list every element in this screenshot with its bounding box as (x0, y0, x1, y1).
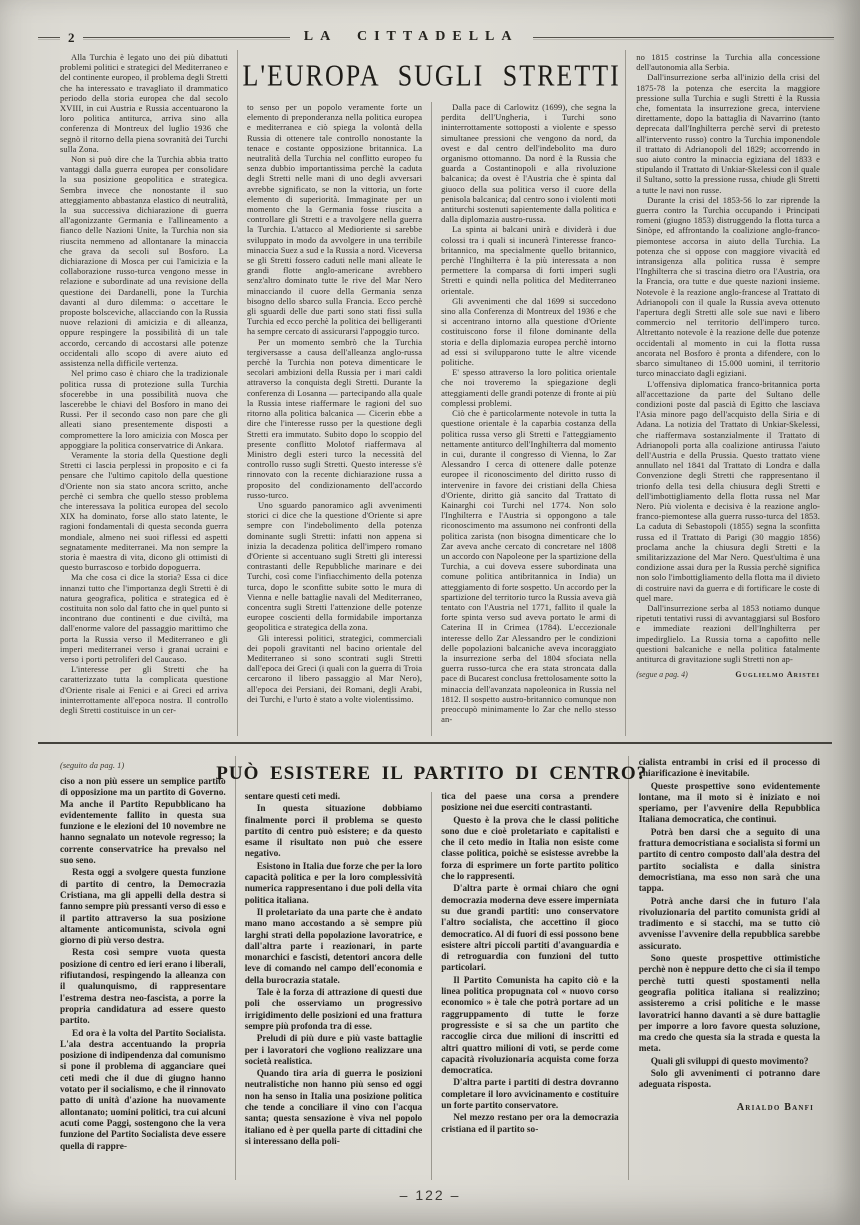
continued-from-note: (seguito da pag. 1) (60, 760, 125, 770)
top-article-column-left (58, 50, 238, 736)
bottom-article-headline: PUÒ ESISTERE IL PARTITO DI CENTRO? (216, 763, 648, 784)
paragraph: Veramente la storia della Questione degli Stretti ci lascia perplessi in proposito e ci fa pensare che l'ultimo capitolo della questione d'Oriente non sia stato ancora scritto, anche perchè ci sembra che quello stesso problema che interessava la politica europea del secolo XIX ha dominato, forse allo stato latente, le ragioni fondamentali di questa seconda guerra mondiale, almeno nei suoi riflessi ed aspetti segnatamente mediterranei. Ma non sempre la storia è maestra di vita, dicono gli ottimisti di questo burrascoso e torbido dopoguerra. (60, 449, 228, 573)
paragraph: Nel mezzo restano per ora la democrazia cristiana ed il partito so- (441, 1113, 619, 1135)
paragraph: sentare questi ceti medi. (244, 792, 341, 802)
paragraph: Il Partito Comunista ha capito ciò e la linea politica propugnata col « nuovo corso economico » è tale che potrà portare ad un raggruppamento di tutte le forze progressiste e si sa che un partito che raccoglie circa due milioni di inscritti ed altri quattro milioni di voti, se perde come capacità rivoluzionaria acquista come forza democratica. (441, 975, 619, 1077)
paragraph: L'interesse per gli Stretti che ha caratterizzato tutta la complicata questione d'Oriente risale ai Fenici e ai Greci ed arriva ininterrottamente all'epoca nostra. Il controllo degli Stretti costituisce in un cer- (60, 664, 228, 715)
paragraph: Queste prospettive sono evidentemente lontane, ma il moto si è iniziato e noi speriamo, per l'avvenire della Repubblica Italiana democratica, che continui. (638, 781, 820, 826)
top-article-headline: L'EUROPA SUGLI STRETTI (242, 58, 621, 93)
paragraph: Alla Turchia è legato uno dei più dibattuti problemi politici e strategici del Mediterraneo e del continente europeo, il problema degli Stretti che ha interessato e travagliato il drammatico periodo della storia europea che dal secolo XVIII, in cui Austria e Russia accentuarono la loro politica antiturca, arriva sino alla conferenza di Montreux del luglio 1936 che segnò il ritorno della piena sovranità dei Turchi sulla Zona. (60, 52, 228, 154)
paragraph: Tale è la forza di attrazione di questi due poli che osserviamo un progressivo irrigidimento delle posizioni ed una frattura sempre più profonda tra di esse. (244, 988, 423, 1032)
header-rule-left (38, 37, 60, 38)
paragraph: D'altra parte i partiti di destra dovranno completare il loro avvicinamento e costituire un forte partito conservatore. (441, 1078, 619, 1112)
paragraph: Per un momento sembrò che la Turchia tergiversasse a causa dell'alleanza anglo-russa perchè la Turchia non poteva dimenticare le secolari ambizioni della Russia per i mari caldi attraverso la conquista degli Stretti. Durante la conferenza di Losanna — partecipando alla quale la Russia intese riaffermare le ragioni del suo ritorno alla politica balcanica — Cicerin ebbe a dire che l'interesse russo per la questione degli Stretti era immutato. Subito dopo lo scoppio del presente conflitto Molotof riaffermava al Ministro degli esteri turco la necessità del controllo russo sugli Stretti. Questo interesse s'è rinnovato con la recente dichiarazione russa a proposito del condizionamento dell'accordo russo-turco. (246, 336, 423, 500)
paragraph: tica del paese una corsa a prendere posizione nei due eserciti contrastanti. (441, 792, 619, 814)
paragraph: Resta così sempre vuota questa posizione di centro ed ieri erano i liberali, rifiutandosi, respingendo la alleanza con il qualunquismo, di rappresentare l'estrema destra neo-fascista, a porre la propria candidatura ad essere questo partito. (60, 948, 226, 1027)
top-article-center (238, 50, 626, 736)
top-article (58, 50, 820, 736)
top-article-byline: Guglielmo Aristei (735, 670, 820, 680)
top-article-center-columns (238, 102, 625, 736)
paragraph: La spinta ai balcani unirà e dividerà i due colossi tra i quali si incunerà l'interesse franco-britannico, ma specialmente quello britannico, perchè l'Inghilterra è la più interessata a non permettere la comparsa di forti imperi sugli Stretti e quindi nella politica del Mediterraneo orientale. (441, 224, 617, 296)
page-header (38, 30, 834, 44)
bottom-article (58, 756, 820, 1180)
page-number: 2 (68, 29, 75, 45)
continuation-note: (segue a pag. 4) (636, 670, 688, 680)
paragraph: Dall'insurrezione serba all'inizio della crisi del 1875-78 la potenza che esercita la maggiore pressione sulla Turchia e sugli Stretti è la Russia che, fomentata la insurrezione greca, interviene direttamente, dopo la battaglia di Navarrino (tanto deprecata dall'Inghilterra perchè servì di pretesto all'intervento russo) contro la Turchia imponendole il trattato di Adrianopoli del 1829; accorrendo in suo aiuto contro la minaccia egiziana del 1833 e stipulando il Trattato di Unkiar-Skelessi con il quale il Sultano, sotto la pressione russa, chiude gli Stretti a tutte le navi non russe. (636, 72, 820, 195)
paragraph: Non si può dire che la Turchia abbia tratto vantaggi dalla guerra europea per consolidare la sua posizione geopolitica e strategica. Sembra invece che nonostante il suo atteggiamento abbastanza elastico di neutralità, la sua successiva dichiarazione di guerra all'agonizzante Germania e l'allineamento a fianco delle Nazioni Unite, la Turchia non sia riuscita nemmeno ad allontanare la minaccia che grava da secoli sul Bosforo. La dichiarazione di Mosca per cui l'amicizia e la collaborazione russo-turca vengono messe in relazione e subordinate ad una revisione della questione dei Dardanelli, pone la Turchia davanti al duro dilemma: o accettare le proposte bolsceviche, allacciando con la Russia nuove relazioni di amicizia e di alleanza, oppure respingere la possibilità di un tale accordo, cercando di accostarsi alle potenze occidentali allo scopo di avere aiuto ed assistenza nella difficile vertenza. (60, 154, 228, 369)
top-article-endline (636, 670, 820, 679)
paragraph: Ed ora è la volta del Partito Socialista. L'ala destra accentuando la propria posizione di indipendenza dal comunismo si pone il problema di agganciare quei ceti medi che il due di giugno hanno votato per il socialismo, e che il rinnovato patto di unità d'azione ha nuovamente allontanato; uomini politici, tra cui alcuni acuti come Paggi, sostengono che la vera funzione del Partito Socialista deve essere quella di rappre- (60, 1028, 226, 1152)
paragraph: L'offensiva diplomatica franco-britannica porta all'accettazione da parte del Sultano delle condizioni poste dal pascià di Egitto che lasciava l'Asia minore pago dell'acquisto della Siria e di Adana. La notizia del Trattato di Unkiar-Skelessi, che riaffermava sostanzialmente il Trattato di Adrianopoli porta alla coalizione antirussa l'aiuto dell'Austria e della Prussia. Questo trattato viene annullato nel 1841 dal Trattato di Londra e dalla Convenzione degli Stretti che rappresentano il trionfo della tesi della chiusura degli Stretti e dell'imbottigliamento della flotta russa nel Mar Nero. Più violenta e decisiva è la reazione anglo-franco-piemontese alla guerra russo-turca del 1853. La caduta di Sebastopoli (1855) segna la sconfitta russa ed il Trattato di Parigi (30 maggio 1856) proclama anche la chiusura degli Stretti e la smilitarizzazione del Mar Nero. Quest'ultima è una condizione assai dura per la Russia perchè significa non solo l'imbottigliamento della flotta ma il divieto di costruire navi da guerra e di fortificare le coste di quel mare. (636, 378, 820, 603)
paragraph: Esistono in Italia due forze che per la loro capacità politica e per la loro complessività numerica rappresentano i due poli della vita politica italiana. (244, 861, 423, 906)
paragraph: Dall'insurrezione serba al 1853 notiamo dunque ripetuti tentativi russi di avvantaggiarsi sul Bosforo e immediate reazioni dell'Inghilterra per impedirglielo. La Russia torna a capofitto nelle questioni balcaniche e nella politica fatalmente antiturca di gravitazione sugli Stretti non ap- (636, 602, 820, 664)
paragraph: no 1815 costrinse la Turchia alla concessione dell'autonomia alla Serbia. (636, 52, 820, 73)
paragraph: cialista entrambi in crisi ed il processo di chiarificazione è inevitabile. (638, 758, 820, 780)
masthead-title: LA CITTADELLA (303, 29, 519, 44)
bottom-article-column-left-text (60, 777, 226, 1153)
paragraph: Quando tira aria di guerra le posizioni neutralistiche non hanno più senso ed oggi non ha senso in Italia una posizione politica che tende a conciliare il vino con l'acqua santa; questa sensazione è viva nel popolo italiano ed è per quella parte di cittadini che si interessano della poli- (244, 1069, 423, 1147)
bottom-article-column-mid-right (432, 792, 628, 1180)
paragraph: Ciò che è particolarmente notevole in tutta la questione orientale è la caparbia costanza della politica russa verso gli Stretti e l'atteggiamento nettamente antiturco dell'Inghilterra dal momento in cui, durante il congresso di Vienna, lo Zar Alessandro I cerca di ottenere dalle potenze europee il riconoscimento del diritto russo di intervenire in favore dei cristiani della Chiesa d'Oriente, diritto già sancito dal Trattato di Kainarghi coi Turchi nel 1774. Non solo l'Inghilterra e l'Austria si oppongono a tale riconoscimento ma assumono nei confronti della politica zarista (non bisogna dimenticare che lo Zar aveva anche cercato di concretare nel 1808 un accordo con Napoleone per la spartizione della Turchia, a cui doveva essere subordinata una comune politica antibritannica in India) un atteggiamento di forte sospetto. Un accordo per la spartizione del territorio turco la Russia aveva già tentato con l'Austria nel 1771, fallito il quale la forte spinta verso sud aveva portato le armi di Caterina II in Crimea (1784). L'eccezionale interesse dello Zar Alessandro per le condizioni delle popolazioni balcaniche aveva incoraggiato la insurrezione serba del 1804 sfociata nella guerra russo-turca che era stata stroncata dalla pace di Bucarest conclusa frettolosamente sotto la minaccia dell'avanzata napoleonica in Russia nel 1812. Il sospetto austro-britannico comunque non preoccupò minimamente lo Zar che nello stesso an- (441, 408, 617, 725)
paragraph: Quali gli sviluppi di questo movimento? (650, 1056, 809, 1067)
bottom-article-column-right-text (639, 758, 820, 1093)
paragraph: Questo è la prova che le classi politiche sono due e cioè proletariato e capitalisti e che il ceto medio in Italia non esiste come classe politica, poichè se esistesse avrebbe la forza di esprimere un forte partito politico che lo rappresenti. (441, 815, 619, 883)
bottom-article-byline: Arialdo Banfi (736, 1101, 814, 1113)
paragraph: Durante la crisi del 1853-56 lo zar riprende la guerra contro la Turchia occupando i Principati romeni (giugno 1853) distruggendo la flotta turca a Sinòpe, ed affrontando la coalizione anglo-franco-piemontese accorsa in aiuto della Turchia. La potenza che si oppose con maggiore vivacità ed intransigenza alla politica russa è sempre l'Inghilterra che si trascina dietro ora l'Austria, ora la Francia, ora tutte e due queste nazioni insieme. Notevole è la reazione anglo-francese al Trattato di Adrianopoli con il quale la Russia aveva ottenuto l'apertura degli Stretti alle sole sue navi e libero commercio nel territorio dell'impero turco. Altrettanto notevole è la reazione delle due potenze occidentali al momento in cui la flotta russa ancorata nel Bosforo è pronta a difendere, con lo sbarco simultaneo di 15.000 uomini, il territorio turco minacciato dagli egiziani. (636, 194, 820, 379)
paragraph: Sono queste prospettive ottimistiche perchè non è neppure detto che ci sia il tempo perchè tutti questi spostamenti nella geografia politica italiana si realizzino; assisteremo a crisi politiche e le masse lavoratrici hanno davanti a sè dure battaglie per imporre a loro favore questa soluzione, ma credo che questa sia la strada e questa la meta. (638, 954, 820, 1055)
paragraph: Nel primo caso è chiaro che la tradizionale politica russa di protezione sulla Turchia sfocerebbe in una possibilità nuova che lascerebbe le chiavi del Bosforo in mano dei Russi. Per il secondo caso non pare che gli alleati siano presentemente disposti a compromettere la loro amicizia con Mosca per appoggiare la politica conservatrice di Ankara. (60, 368, 228, 450)
paragraph: Resta oggi a svolgere questa funzione di partito di centro, la Democrazia Cristiana, ma gli appelli della destra si fanno sempre più pressanti verso di esso e il partito attraverso la sua posizione altamente anticomunista, scivola ogni giorno di più verso destra. (60, 868, 226, 947)
paragraph: Potrà anche darsi che in futuro l'ala rivoluzionaria del partito comunista gridi al tradimento e si stacchi, ma se tutto ciò avvenisse l'avvenire della repubblica sarebbe assicurato. (638, 896, 820, 952)
top-article-column-right-text (636, 52, 820, 664)
paragraph: D'altra parte è ormai chiaro che ogni democrazia moderna deve essere imperniata su due grandi partiti: uno conservatore l'altro socialista, che accettino il gioco democratico. Al di fuori di essi possono bene esistere altri piccoli partiti d'avanguardia e di retroguardia con funzioni del tutto particolari. (441, 884, 619, 974)
paragraph: E' spesso attraverso la loro politica orientale che noi troveremo la spiegazione degli atteggiamenti delle grandi potenze di fronte ai più complessi problemi. (441, 367, 617, 408)
paragraph: Dalla pace di Carlowitz (1699), che segna la perdita dell'Ungheria, i Turchi sono ininterrottamente sottoposti a violente e spesso simultanee pressioni che vengono da nord, da ovest e dal centro dell'indebolito ma duro organismo ottomanno. Da nord è la Russia che guarda a Costantinopoli e alla rivoluzione balcanica; da ovest è l'Austria che è spinta dal giuoco della sua politica verso il cuore della penisola balcanica; dal centro sono i violenti moti antiturchi sostenuti sapientemente dalla politica e dalla diplomazia austro-russa. (441, 102, 617, 225)
paragraph: Il proletariato da una parte che è andato mano mano accostando a sè sempre più larghi strati della popolazione lavoratrice, e dall'altra parte i reazionari, in parte monarchici e fascisti, detentori ancora delle leve di comando nel campo dell'economia e della burocrazia statale. (244, 907, 423, 986)
paragraph: Solo gli avvenimenti ci potranno dare adeguata risposta. (638, 1069, 820, 1091)
page-folio: – 122 – (399, 1187, 461, 1203)
paragraph: ciso a non più essere un semplice partito di opposizione ma un partito di Governo. Ma anche il Partito Repubblicano ha evidentemente fallito in questa sua funzione e le elezioni del 10 novembre ne hanno segnalato un notevole regresso; la corrente conservatrice ha prevalso nel suo seno. (60, 777, 226, 867)
paragraph: Ma che cosa ci dice la storia? Essa ci dice innanzi tutto che l'importanza degli Stretti è di natura geografica, politica e strategica ed è costituita non solo dal fatto che in quel punto si incontrano due continenti e due civiltà, ma dall'enorme valore del passaggio marittimo che porta la Russia verso il Mediterraneo e gli imperi mediterranei verso i granai ucraini e verso i porti petroliferi del Caucaso. (60, 572, 228, 664)
paragraph: Gli avvenimenti che dal 1699 si succedono sino alla Conferenza di Montreux del 1936 e che si accentrano intorno alla questione d'Oriente costituiscono forse il filone dominante della storia e della diplomazia europea perchè intorno ad essi si svilupparono tutte le altre vicende politiche. (441, 295, 617, 368)
header-rule-right (533, 37, 835, 38)
bottom-article-center-columns (236, 792, 628, 1180)
paragraph: Potrà ben darsi che a seguito di una frattura democristiana e socialista si formi un partito di centro composto dall'ala destra del partito socialista e dalla sinistra democristiana, ma esso non sarà che una tappa. (638, 827, 820, 895)
bottom-article-column-left (58, 756, 236, 1180)
bottom-article-column-mid-left (236, 792, 433, 1180)
top-article-column-mid-left (238, 102, 432, 736)
paragraph: Gli interessi politici, strategici, commerciali dei popoli gravitanti nel bacino orientale del Mediterraneo si sono scontrati sugli Stretti dall'epoca dei Greci (i quali con la guerra di Troia cercarono il libero passaggio al Mar Nero), all'epoca dei Persiani, dei Romani, degli Arabi, dei Turchi, e l'urto è stato a volte violentissimo. (246, 632, 423, 704)
paragraph: In questa situazione dobbiamo finalmente porci il problema se questo partito di centro può esistere; e da questo esame il risultato non può che essere negativo. (244, 804, 423, 860)
top-article-column-mid-right (432, 102, 625, 736)
paragraph: Preludi di più dure e più vaste battaglie per i lavoratori che vogliono realizzare una società realistica. (244, 1034, 423, 1067)
bottom-article-column-right (629, 756, 820, 1180)
top-article-column-right (626, 50, 820, 736)
paragraph: Uno sguardo panoramico agli avvenimenti storici ci dice che la questione d'Oriente si apre sempre con l'indebolimento della potenza dominante sugli Stretti: infatti non appena si inizia la decadenza politica dell'impero romano d'Oriente si accentuano sugli Stretti gli interessi contrastanti delle Repubbliche marinare e dei Turchi, così come l'infiacchimento della potenza turca, dopo le sconfitte subite sotto le mura di Vienna e nelle battaglie navali del Mediterraneo, concentra sugli Stretti l'attenzione delle potenze europee coscienti della formidabile importanza geopolitica e strategica della zona. (246, 499, 423, 633)
bottom-article-center (216, 756, 648, 1180)
header-rule-mid (83, 37, 290, 38)
section-divider-rule (38, 742, 832, 744)
paragraph: to senso per un popolo veramente forte un elemento di preponderanza nella politica europea e mediterranea e ciò spiega la volontà della Russia di ottenere tale controllo nonostante la tenace e costante opposizione britannica. La neutralità della Turchia nel conflitto europeo fu senza dubbio importantissima perchè la caduta degli Stretti nelle mani di uno degli avversari avrebbe significato, se non la vittoria, un forte elemento di superiorità. Immaginate per un momento che la Germania fosse riuscita a controllare gli Stretti e a travolgere nella guerra la Turchia. L'attacco al Medioriente si sarebbe sviluppato in modo da avvolgere in una terribile minaccia Suez a sud e la Russia a nord. Viceversa se gli Stretti fossero caduti nelle mani alleate le grandi flotte anglo-americane avrebbero senz'altro dominato tutte le rive del Mar Nero minacciando il cuore della Germania senza bisogno dello sbarco sulla Francia. Ecco perchè gli sguardi delle due parti sono stati fissi sulla Turchia ed ecco perchè la politica dei belligeranti ha sempre cercato di assicurarsi l'appoggio turco. (246, 102, 423, 337)
